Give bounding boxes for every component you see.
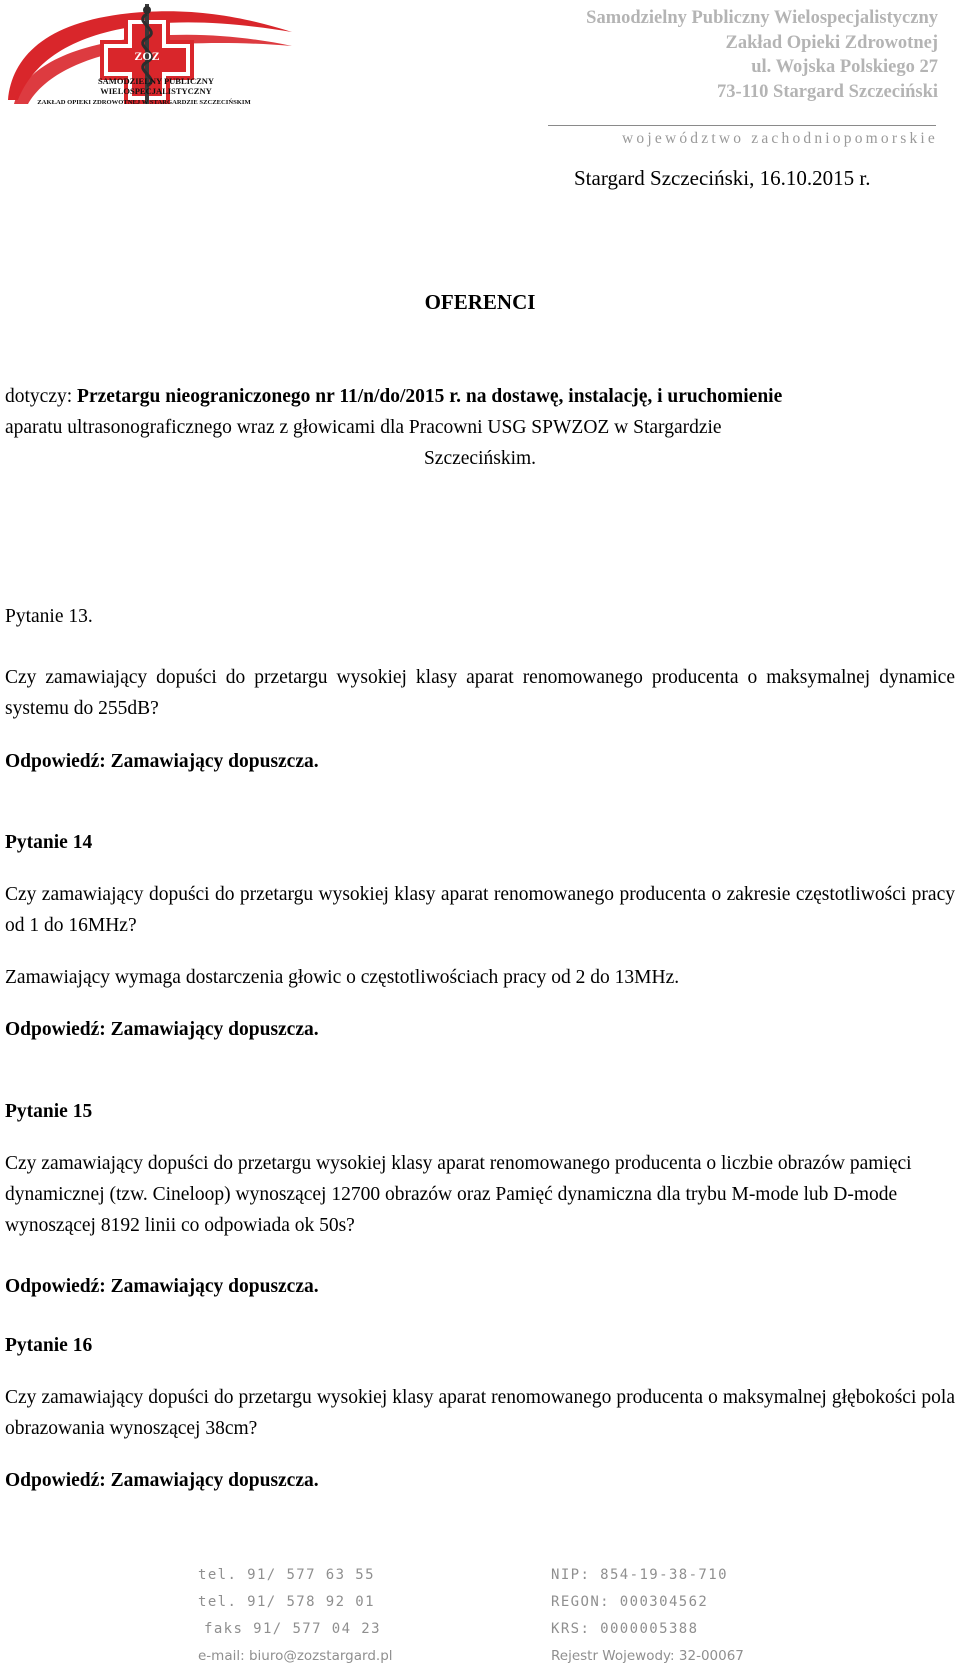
recipient-heading: OFERENCI [424, 290, 536, 314]
subject-line-1 [5, 381, 955, 412]
question-14-title: Pytanie 14 [5, 832, 93, 853]
document-date: Stargard Szczeciński, 16.10.2015 r. [574, 166, 871, 190]
footer-regon: REGON: 000304562 [551, 1594, 709, 1610]
subject-title: Przetargu nieograniczonego nr 11/n/do/2015 r. na dostawę, instalację, i uruchomienie [77, 386, 783, 407]
region-label: województwo zachodniopomorskie [622, 130, 938, 147]
subject-line-3: Szczecińskim. [423, 448, 537, 469]
question-15-text: Czy zamawiający dopuści do przetargu wysokiej klasy aparat renomowanego producenta o liczbie obrazów pamięci dynamicznej (tzw. Cineloop) wynoszącej 12700 obrazów oraz Pamięć dynamiczna dla trybu M-mode lub D-mode wynoszącej 8192 linii co odpowiada ok 50s? [5, 1153, 912, 1236]
footer-phone-2: tel. 91/ 578 92 01 [198, 1594, 375, 1610]
institution-logo [4, 0, 294, 112]
header-divider [548, 125, 936, 126]
question-16-answer: Odpowiedź: Zamawiający dopuszcza. [5, 1470, 319, 1491]
logo-text-line1: SAMODZIELNY PUBLICZNY [97, 76, 215, 86]
institution-line-4: 73-110 Stargard Szczeciński [717, 81, 938, 102]
logo-monogram: ZOZ [134, 49, 160, 63]
footer-email: e-mail: biuro@zozstargard.pl [198, 1648, 393, 1664]
footer-phone-1: tel. 91/ 577 63 55 [198, 1567, 375, 1583]
question-13-answer: Odpowiedź: Zamawiający dopuszcza. [5, 751, 319, 772]
footer-register: Rejestr Wojewody: 32-00067 [551, 1648, 744, 1664]
question-15-answer: Odpowiedź: Zamawiający dopuszcza. [5, 1276, 319, 1297]
question-15-title: Pytanie 15 [5, 1101, 93, 1122]
footer-nip: NIP: 854-19-38-710 [551, 1567, 728, 1583]
question-16-text: Czy zamawiający dopuści do przetargu wysokiej klasy aparat renomowanego producenta o maksymalnej głębokości pola obrazowania wynoszącej 38cm? [5, 1387, 955, 1439]
institution-line-3: ul. Wojska Polskiego 27 [751, 57, 938, 77]
question-16-title: Pytanie 16 [5, 1335, 93, 1356]
question-14-note: Zamawiający wymaga dostarczenia głowic o częstotliwościach pracy od 2 do 13MHz. [5, 967, 680, 988]
subject-line-2: aparatu ultrasonograficznego wraz z głowicami dla Pracowni USG SPWZOZ w Stargardzie [5, 417, 722, 438]
logo-text-line2: WIELOSPECJALISTYCZNY [100, 86, 212, 96]
institution-address [586, 6, 938, 104]
institution-line-1: Samodzielny Publiczny Wielospecjalistyczny [586, 8, 938, 28]
question-13-text: Czy zamawiający dopuści do przetargu wysokiej klasy aparat renomowanego producenta o maksymalnej dynamice systemu do 255dB? [5, 667, 955, 719]
question-14-text: Czy zamawiający dopuści do przetargu wysokiej klasy aparat renomowanego producenta o zakresie częstotliwości pracy od 1 do 16MHz? [5, 884, 955, 936]
question-14-answer: Odpowiedź: Zamawiający dopuszcza. [5, 1019, 319, 1040]
footer-krs: KRS: 0000005388 [551, 1621, 699, 1637]
logo-text-line3: ZAKŁAD OPIEKI ZDROWOTNEJ W STARGARDZIE SZCZECIŃSKIM [37, 99, 251, 106]
footer-fax: faks 91/ 577 04 23 [204, 1621, 381, 1637]
subject-prefix: dotyczy: [5, 386, 78, 407]
question-13-title: Pytanie 13. [5, 606, 93, 627]
institution-line-2: Zakład Opieki Zdrowotnej [725, 32, 938, 53]
